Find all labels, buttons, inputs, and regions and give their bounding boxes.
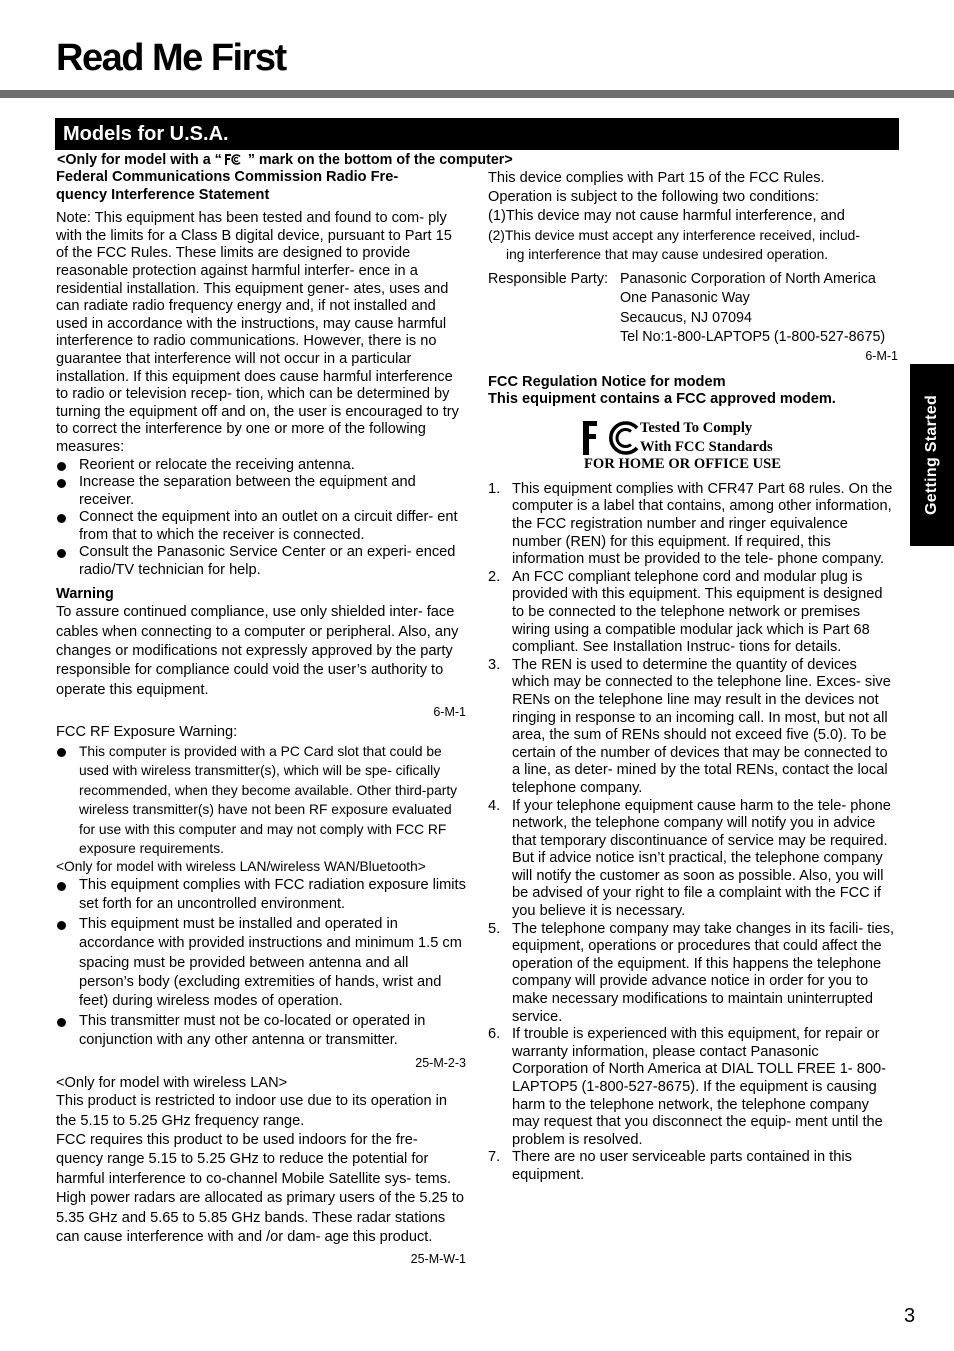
list-item (488, 481, 898, 569)
fcc-compliance-logo (582, 417, 812, 477)
reference-code: 25-M-W-1 (410, 1252, 466, 1267)
measure-item: Increase the separation between the equipment and receiver. (56, 474, 466, 509)
lan-model-note: <Only for model with wireless LAN> (56, 1074, 288, 1091)
measure-item: Reorient or relocate the receiving antenna. (56, 457, 466, 475)
item-number: 1. (488, 480, 501, 497)
item-text: An FCC compliant telephone cord and modular plug is provided with this equipment. This equipment is designed to be connected to the telephone network or premises wiring using a compatible modular jack which is Part 68 compliant. See Installation Instruc- tions for details. (512, 568, 883, 656)
left-column (56, 169, 466, 1271)
item-text: If your telephone equipment cause harm to the tele- phone network, the telephone company will notify you in advice that temporary discontinuance of service may be required. But if advice notice isn’t practical, the telephone company will notify the customer as soon as possible. Also, you will be advised of your right to file a complaint with the FCC if you believe it is necessary. (512, 797, 891, 920)
item-number: 3. (488, 656, 501, 673)
item-number: 4. (488, 797, 501, 814)
interference-note: Note: This equipment has been tested and found to com- ply with the limits for a Class B digital device, pursuant to Part 15 of the FCC Rules. These limits are designed to provide reasonable protection against harmful interfer- ence in a residential installation. This equipment gener- ates, uses and can radiate radio frequency energy and, if not installed and used in accordance with the instructions, may cause harmful interference to radio communications. However, there is no guarantee that interference will not occur in a particular installation. If this equipment does cause harmful interference to radio or television recep- tion, which can be determined by turning the equipment off and on, the user is encouraged to try to correct the interference by one or more of the following measures: (56, 210, 459, 455)
modem-heading-2: This equipment contains a FCC approved modem. (488, 391, 836, 408)
lan-paragraph: This product is restricted to indoor use due to its operation in the 5.15 to 5.25 GHz frequency range. (56, 1093, 447, 1129)
condition-2-continued: ing interference that may cause undesired operation. (506, 247, 829, 262)
reference-code: 25-M-2-3 (415, 1055, 466, 1070)
part15-line: This device complies with Part 15 of the FCC Rules. (488, 170, 825, 186)
measure-item: Consult the Panasonic Service Center or an experi- enced radio/TV technician for help. (56, 544, 466, 579)
modem-notice-list (488, 481, 898, 1185)
lan-paragraph: High power radars are allocated as primary users of the 5.25 to 5.35 GHz and 5.65 to 5.85 GHz bands. These radar stations can cause interference with and /or dam- age this product. (56, 1190, 465, 1245)
wireless-bullet: This equipment complies with FCC radiation exposure limits set forth for an uncontrolled environment. (56, 876, 466, 915)
warning-heading: Warning (56, 585, 114, 602)
item-text: There are no user serviceable parts contained in this equipment. (512, 1149, 852, 1183)
side-tab (910, 364, 954, 546)
list-item (488, 569, 898, 657)
rf-bullets (56, 742, 466, 858)
model-note-end: ” mark on the bottom of the computer> (243, 152, 513, 168)
item-number: 2. (488, 568, 501, 585)
title-rule (0, 90, 954, 98)
address-line: Tel No:1-800-LAPTOP5 (1-800-527-8675) (620, 329, 886, 346)
model-note-start: <Only for model with a “ (57, 152, 222, 168)
fcc-logo-line-1: Tested To Comply (640, 419, 753, 436)
address-line: Secaucus, NJ 07094 (620, 309, 752, 326)
list-item (488, 798, 898, 921)
condition-1: (1)This device may not cause harmful interference, and (488, 208, 845, 224)
wireless-model-note: <Only for model with wireless LAN/wireless WAN/Bluetooth> (56, 859, 426, 875)
lan-paragraph: FCC requires this product to be used indoors for the fre- quency range 5.15 to 5.25 GHz to reduce the potential for harmful interference to co-channel Mobile Satellite sys- tems. (56, 1131, 452, 1187)
condition-2: (2)This device must accept any interference received, includ- (488, 228, 860, 243)
item-text: This equipment complies with CFR47 Part 68 rules. On the computer is a label that contains, among other information, the FCC registration number and ringer equivalence number (REN) for this equipment. If required, this information must be provided to the tele- phone company. (512, 480, 893, 568)
item-text: The REN is used to determine the quantity of devices which may be connected to the telephone line. Exces- sive RENs on the telephone line may result in the devices not ringing in response to an incoming call. In most, but not all area, the sum of RENs should not exceed five (5.0). To be certain of the number of devices that may be connected to a line, as deter- mined by the total RENs, contact the local telephone company. (512, 656, 891, 796)
fcc-logo-line-3: FOR HOME OR OFFICE USE (584, 455, 782, 472)
side-tab-label: Getting Started (923, 394, 940, 516)
list-item (488, 657, 898, 798)
item-text: If trouble is experienced with this equipment, for repair or warranty information, please contact Panasonic Corporation of North America at DIAL TOLL FREE 1- 800-LAPTOP5 (1-800-527-8675). If the equipment is causing harm to the telephone network, the telephone company may request that you disconnect the equip- ment until the problem is resolved. (512, 1026, 886, 1148)
warning-text: To assure continued compliance, use only shielded inter- face cables when connecting to a computer or peripheral. Also, any changes or modifications not expressly approved by the party responsible for compliance could void the user’s authority to operate this equipment. (56, 604, 459, 698)
list-item (488, 1149, 898, 1184)
wireless-bullets (56, 876, 466, 1051)
responsible-party-address (620, 270, 885, 348)
item-number: 6. (488, 1026, 501, 1043)
responsible-party (488, 270, 898, 348)
fcc-mark-icon (224, 153, 242, 166)
responsible-party-label: Responsible Party: (488, 271, 608, 287)
fcc-heading-line-1: Federal Communications Commission Radio Fre- (56, 169, 399, 185)
reference-code: 6-M-1 (865, 348, 898, 363)
rf-bullet: This computer is provided with a PC Card slot that could be used with wireless transmitter(s), which will be spe- cifically recommended, when they become available. Other third-party wireless transmitter(s) have not been RF exposure evaluated for use with this computer and may not comply with FCC RF exposure requirements. (56, 742, 466, 858)
lan-text (56, 1092, 466, 1247)
address-line: Panasonic Corporation of North America (620, 271, 876, 287)
section-heading: Models for U.S.A. (63, 123, 229, 145)
fcc-logo-line-2: With FCC Standards (640, 438, 773, 455)
item-number: 7. (488, 1149, 501, 1166)
model-note (57, 152, 513, 169)
wireless-bullet: This equipment must be installed and operated in accordance with provided instructions and minimum 1.5 cm spacing must be provided between antenna and all person’s body (excluding extremities of hands, wrist and feet) during wireless modes of operation. (56, 915, 466, 1012)
fcc-logo-icon (582, 419, 640, 457)
list-item (488, 921, 898, 1027)
reference-code: 6-M-1 (433, 705, 466, 720)
modem-heading-1: FCC Regulation Notice for modem (488, 373, 726, 390)
rf-exposure-heading: FCC RF Exposure Warning: (56, 724, 238, 741)
part15-block (488, 169, 898, 264)
item-text: The telephone company may take changes in its facili- ties, equipment, operations or procedures that could affect the operation of the equipment. If this happens the telephone company will provide advance notice in order for you to make necessary modifications to maintain uninterrupted service. (512, 920, 895, 1025)
part15-line: Operation is subject to the following two conditions: (488, 189, 819, 205)
list-item (488, 1026, 898, 1149)
address-line: One Panasonic Way (620, 290, 750, 307)
wireless-bullet: This transmitter must not be co-located or operated in conjunction with any other antenna or transmitter. (56, 1012, 466, 1051)
right-column (488, 169, 898, 1185)
section-header (55, 118, 899, 150)
measure-item: Connect the equipment into an outlet on a circuit differ- ent from that to which the receiver is connected. (56, 509, 466, 544)
fcc-heading-line-2: quency Interference Statement (56, 186, 270, 203)
page-number: 3 (904, 1305, 916, 1327)
item-number: 5. (488, 920, 501, 937)
page-title: Read Me First (56, 37, 286, 79)
